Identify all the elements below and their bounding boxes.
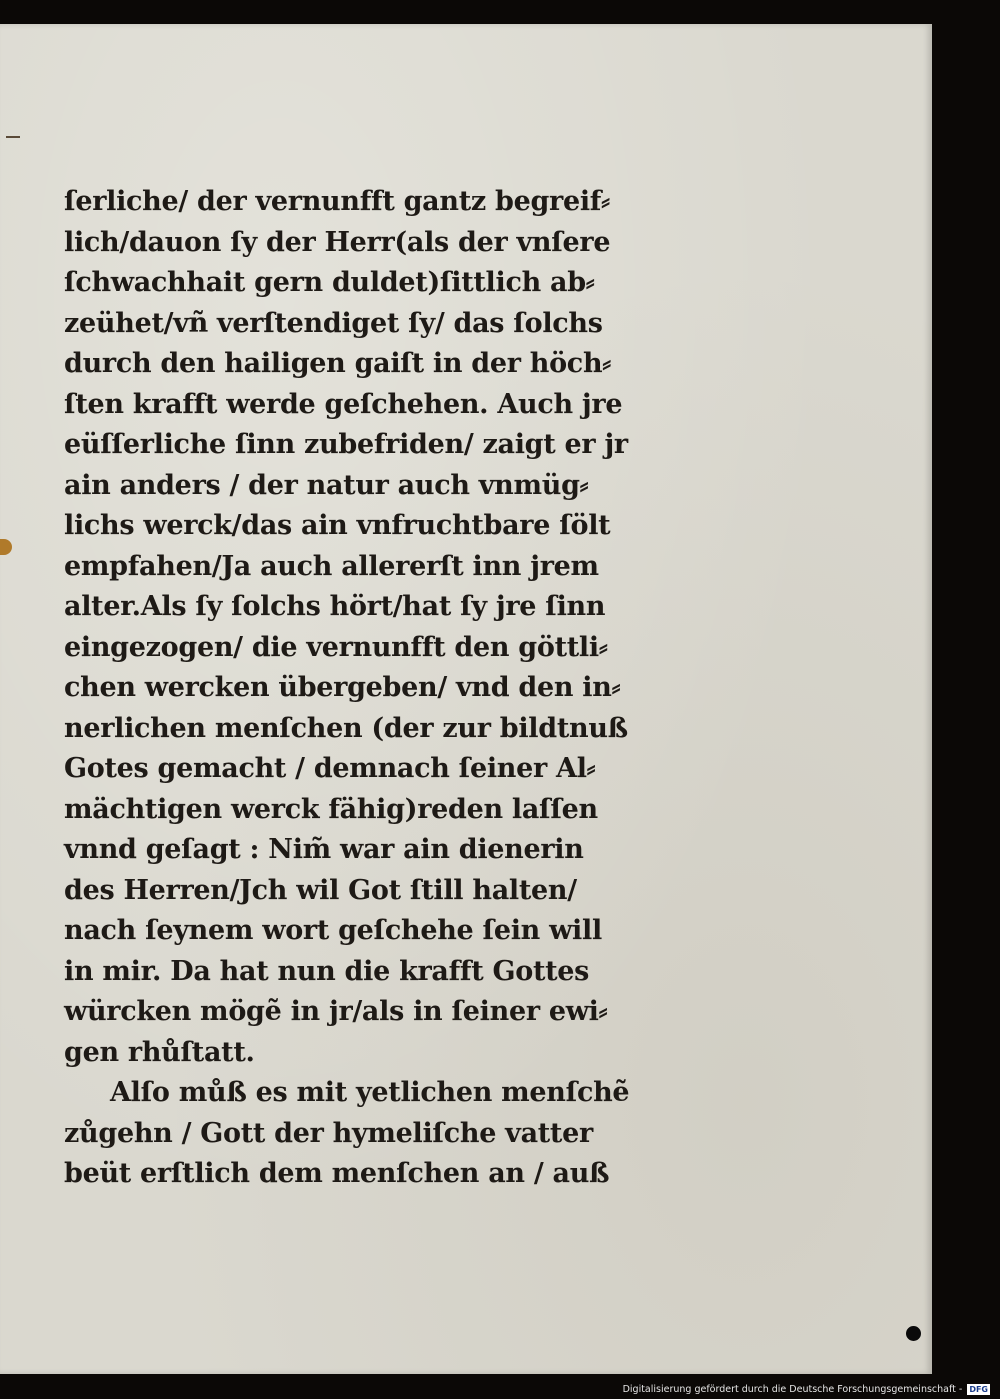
ink-blot (906, 1326, 921, 1341)
text-line: ain anders / der natur auch vnmüg⸗ (64, 469, 589, 501)
text-line: nerlichen menſchen (der zur bildtnuß (64, 712, 628, 744)
text-line: lich/dauon ſy der Herr(als der vnſere (64, 226, 611, 258)
text-line: zůgehn / Gott der hymeliſche vatter (64, 1117, 593, 1149)
text-line: durch den hailigen gaiſt in der höch⸗ (64, 348, 611, 379)
text-line: eüſſerliche ſinn zubefriden/ zaigt er jr (64, 429, 628, 460)
page-edge-stain (0, 539, 12, 555)
binding-mark (6, 136, 20, 138)
page-text-block (64, 182, 664, 1195)
text-line: Gotes gemacht / demnach ſeiner Al⸗ (64, 753, 596, 784)
text-line: des Herren/Jch wil Got ſtill halten/ (64, 874, 577, 906)
text-line: zeühet/vñ verſtendiget ſy/ das ſolchs (64, 307, 603, 339)
text-line: lichs werck/das ain vnfruchtbare ſölt (64, 510, 611, 541)
text-line: nach ſeynem wort geſchehe ſein will (64, 915, 602, 946)
text-line: eingezogen/ die vernunfft den göttli⸗ (64, 631, 608, 663)
text-line: ſten krafft werde geſchehen. Auch jre (64, 388, 623, 420)
text-line: ſchwachhait gern duldet)ſittlich ab⸗ (64, 267, 595, 298)
book-page (0, 24, 932, 1374)
text-line: vnnd geſagt : Nim̃ war ain dienerin (64, 834, 584, 865)
text-line: gen rhůſtatt. (64, 1036, 255, 1068)
footer-credit: Digitalisierung gefördert durch die Deutsche Forschungsgemeinschaft - (622, 1384, 963, 1395)
text-line: würcken mögẽ in jr/als in ſeiner ewi⸗ (64, 996, 608, 1027)
text-line: ſerliche/ der vernunfft gantz begreif⸗ (64, 186, 610, 217)
digitization-footer (623, 1384, 990, 1395)
text-line: in mir. Da hat nun die krafft Gottes (64, 955, 590, 987)
text-line: mächtigen werck fähig)reden laſſen (64, 793, 598, 825)
text-line: beüt erſtlich dem menſchen an / auß (64, 1158, 610, 1189)
text-line: alter.Als ſy ſolchs hört/hat ſy jre ſinn (64, 591, 606, 622)
text-line: chen wercken übergeben/ vnd den in⸗ (64, 672, 621, 703)
text-line: empfahen/Ja auch allererſt inn jrem (64, 550, 599, 582)
text-line: Alſo můß es mit yetlichen menſchẽ (110, 1077, 630, 1108)
dfg-logo-icon: DFG (969, 1385, 988, 1394)
